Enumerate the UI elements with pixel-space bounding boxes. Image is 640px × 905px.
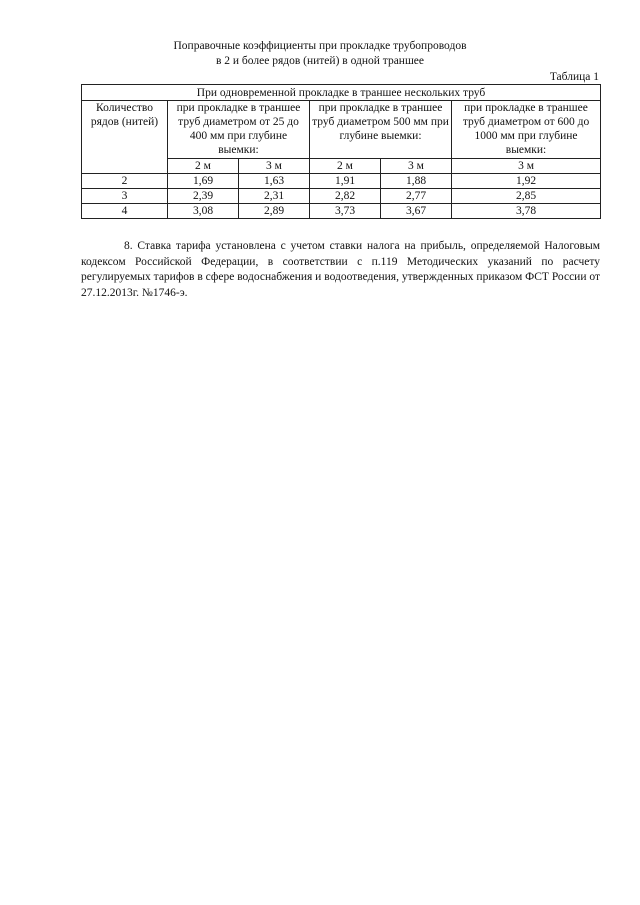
table-cell: 1,69 xyxy=(168,174,239,189)
row-count-cell: 2 xyxy=(82,174,168,189)
table-cell: 3,73 xyxy=(310,204,381,219)
row-count-header: Количество рядов (нитей) xyxy=(82,101,168,174)
depth-header: 3 м xyxy=(381,159,452,174)
row-count-cell: 3 xyxy=(82,189,168,204)
table-row xyxy=(82,204,601,219)
group-header-500: при прокладке в траншее труб диаметром 500 мм при глубине выемки: xyxy=(310,101,452,159)
table-group-header-row xyxy=(82,101,601,159)
coefficients-table xyxy=(81,84,601,219)
depth-header: 3 м xyxy=(452,159,601,174)
table-cell: 2,82 xyxy=(310,189,381,204)
table-label: Таблица 1 xyxy=(549,71,599,83)
document-title xyxy=(0,39,640,69)
table-cell: 2,31 xyxy=(239,189,310,204)
table-cell: 1,91 xyxy=(310,174,381,189)
table-cell: 3,08 xyxy=(168,204,239,219)
group-header-600-1000: при прокладке в траншее труб диаметром от 600 до 1000 мм при глубине выемки: xyxy=(452,101,601,159)
table-cell: 1,63 xyxy=(239,174,310,189)
group-header-25-400: при прокладке в траншее труб диаметром от 25 до 400 мм при глубине выемки: xyxy=(168,101,310,159)
table-cell: 2,85 xyxy=(452,189,601,204)
table-span-header-row xyxy=(82,85,601,101)
table-cell: 2,39 xyxy=(168,189,239,204)
table-cell: 2,89 xyxy=(239,204,310,219)
table-cell: 3,67 xyxy=(381,204,452,219)
table-row xyxy=(82,189,601,204)
table-row xyxy=(82,174,601,189)
table-span-header: При одновременной прокладке в траншее нескольких труб xyxy=(82,85,601,101)
title-line-2: в 2 и более рядов (нитей) в одной траншее xyxy=(215,55,425,67)
table-cell: 3,78 xyxy=(452,204,601,219)
tariff-paragraph: 8. Ставка тарифа установлена с учетом ставки налога на прибыль, определяемой Налоговым кодексом Российской Федерации, в соответствии с п.119 Методических указаний по расчету регулируемых тарифов в сфере водоснабжения и водоотведения, утвержденных приказом ФСТ России от 27.12.2013г. №1746-э. xyxy=(81,240,600,299)
table-cell: 1,92 xyxy=(452,174,601,189)
depth-header: 3 м xyxy=(239,159,310,174)
title-line-1: Поправочные коэффициенты при прокладке трубопроводов xyxy=(173,40,467,52)
depth-header: 2 м xyxy=(310,159,381,174)
depth-header: 2 м xyxy=(168,159,239,174)
row-count-cell: 4 xyxy=(82,204,168,219)
table-cell: 1,88 xyxy=(381,174,452,189)
table-cell: 2,77 xyxy=(381,189,452,204)
